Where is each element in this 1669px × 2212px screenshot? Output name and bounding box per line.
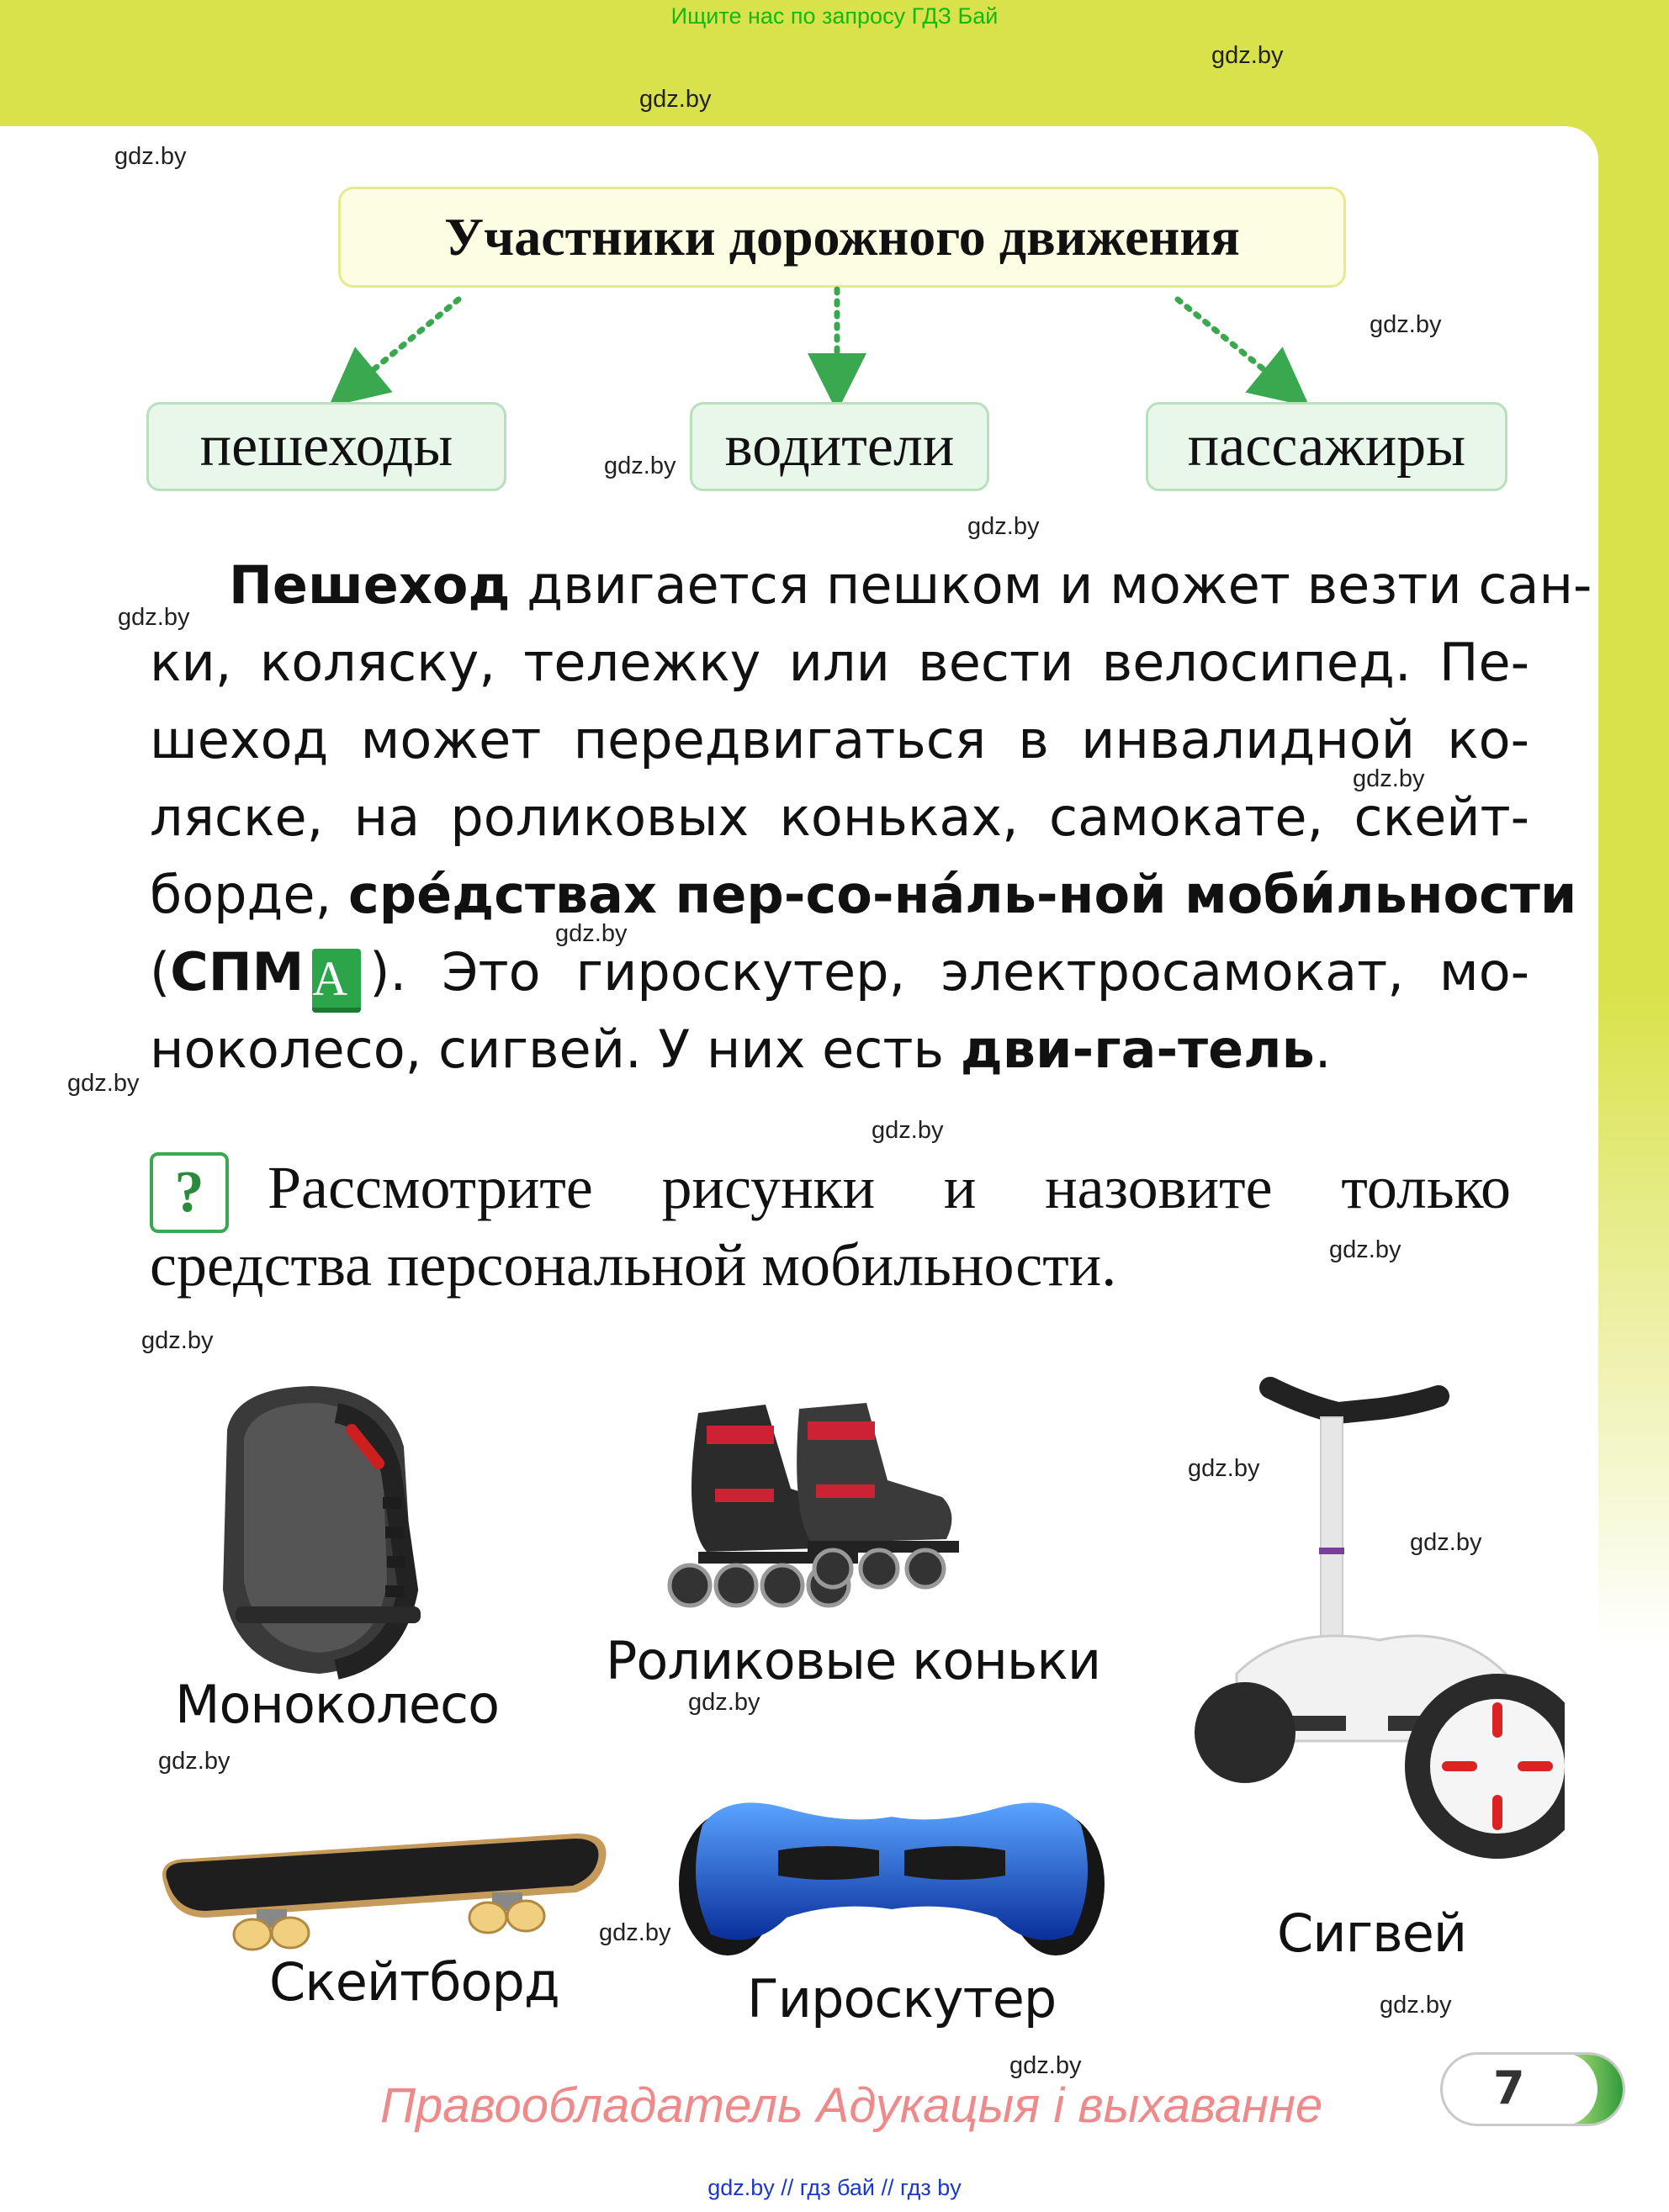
search-hint[interactable]: Ищите нас по запросу ГДЗ Бай (670, 3, 999, 29)
caption-unicycle: Моноколесо (175, 1674, 500, 1735)
para-line-5: борде, сре́дствах пер-со-на́ль-ной моби́льности (150, 864, 1577, 925)
pedestrian-paragraph (150, 547, 1592, 1088)
watermark: gdz.by (1410, 1529, 1482, 1556)
watermark: gdz.by (1353, 765, 1425, 792)
watermark: gdz.by (967, 513, 1040, 540)
watermark: gdz.by (118, 604, 190, 631)
para-line-1: Пешеход двигается пешком и может везти сан- (229, 554, 1592, 616)
page-number-inner (1522, 2052, 1597, 2126)
category-pedestrians: пешеходы (146, 402, 506, 491)
para-line-3: шеход может передвигаться в инвалидной ко- (150, 709, 1529, 770)
category-drivers: водители (690, 402, 989, 491)
segway-image (1186, 1371, 1565, 1892)
watermark: gdz.by (599, 1919, 671, 1946)
caption-rollerskates: Роликовые коньки (606, 1630, 1101, 1691)
watermark: gdz.by (1329, 1236, 1401, 1263)
para-line-4: ляске, на роликовых коньках, самокате, скейт- (150, 786, 1529, 848)
hoverboard-image (677, 1791, 1106, 1960)
para-line-6: (СПМ А ). Это гироскутер, электросамокат, мо- (150, 934, 1529, 1011)
watermark: gdz.by (1009, 2052, 1082, 2079)
glossary-icon[interactable]: А (312, 949, 361, 1013)
watermark: gdz.by (555, 920, 628, 947)
watermark: gdz.by (688, 1689, 760, 1716)
caption-segway: Сигвей (1277, 1902, 1467, 1964)
watermark: gdz.by (639, 86, 712, 113)
watermark: gdz.by (1380, 1992, 1452, 2019)
unicycle-image (210, 1379, 429, 1682)
rollerskates-image (665, 1396, 976, 1615)
watermark: gdz.by (1370, 311, 1442, 338)
question-icon: ? (150, 1152, 229, 1233)
caption-skateboard: Скейтборд (269, 1951, 559, 2013)
skateboard-image (156, 1825, 610, 1968)
arrow-right (1178, 299, 1291, 392)
task-text (150, 1149, 1511, 1304)
watermark: gdz.by (872, 1117, 944, 1144)
page-number: 7 (1493, 2061, 1525, 2114)
para-line-7: ноколесо, сигвей. У них есть дви-га-тель. (150, 1019, 1332, 1080)
caption-hoverboard: Гироскутер (747, 1968, 1057, 2029)
watermark: gdz.by (158, 1748, 230, 1775)
watermark: gdz.by (141, 1327, 214, 1354)
bottom-links[interactable]: gdz.by // гдз бай // гдз by (707, 2175, 962, 2200)
task-line-1: Рассмотрите рисунки и назовите только (268, 1154, 1511, 1221)
watermark: gdz.by (1211, 42, 1284, 69)
diagram-title: Участники дорожного движения (444, 207, 1240, 267)
watermark: gdz.by (1188, 1455, 1260, 1482)
arrow-left (347, 299, 458, 392)
watermark: gdz.by (114, 143, 187, 170)
para-line-2: ки, коляску, тележку или вести велосипед. Пе- (150, 632, 1529, 693)
watermark: gdz.by (604, 452, 676, 479)
page-number-badge (1440, 2052, 1625, 2126)
task-line-2: средства персональной мобильности. (150, 1231, 1117, 1299)
rights-holder-note: Правообладатель Адукацыя і выхаванне (380, 2078, 1323, 2133)
watermark: gdz.by (67, 1070, 140, 1097)
category-passengers: пассажиры (1146, 402, 1507, 491)
